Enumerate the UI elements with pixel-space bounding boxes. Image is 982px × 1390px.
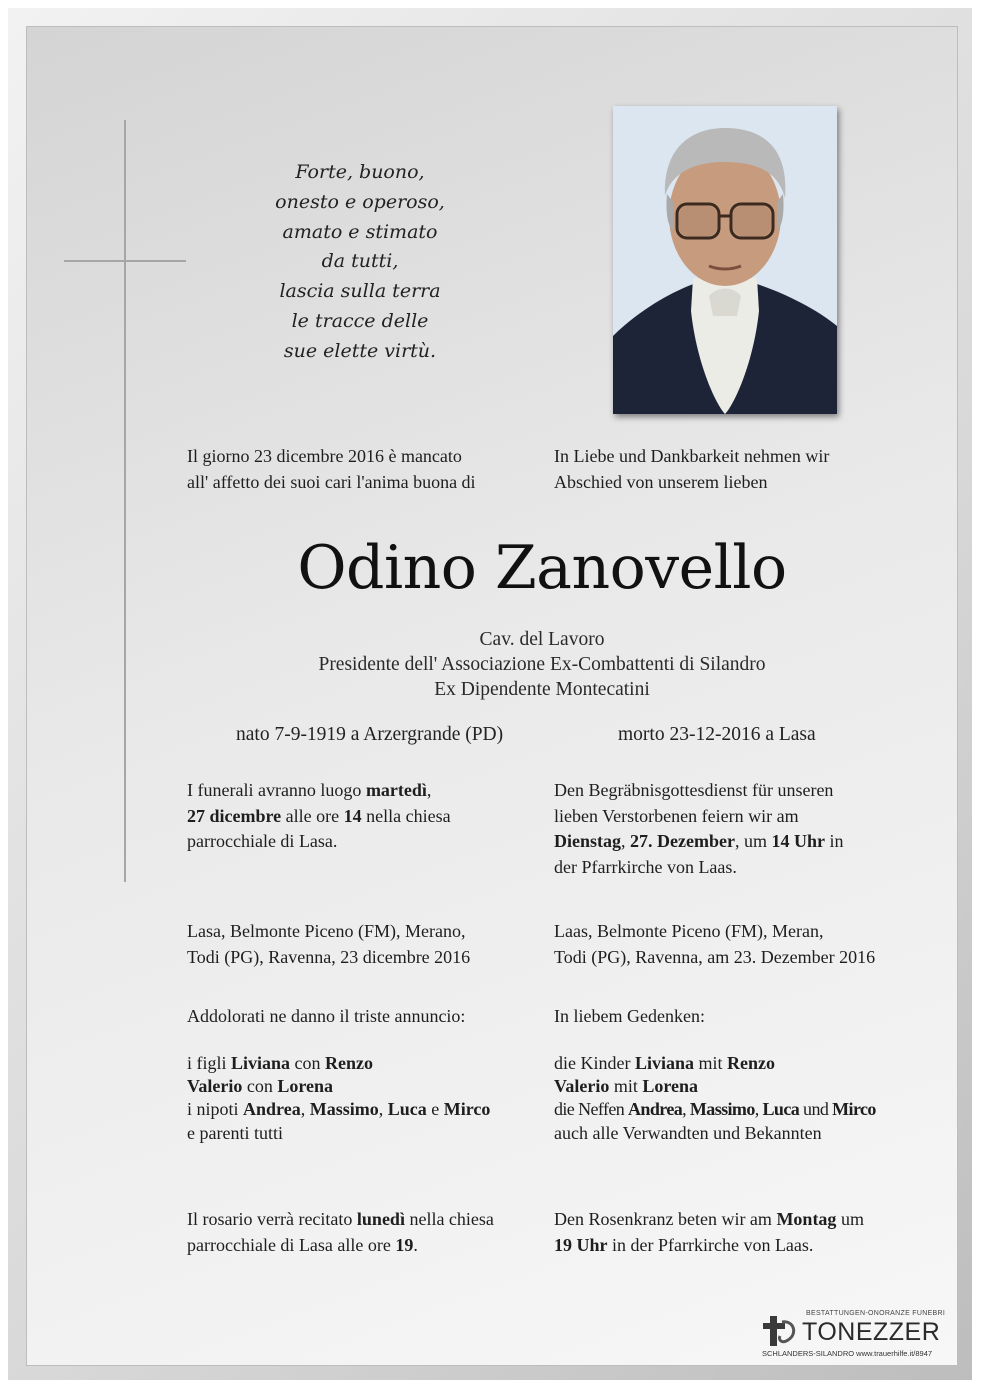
logo-name: TONEZZER (802, 1318, 941, 1346)
title-line: Ex Dipendente Montecatini (434, 679, 650, 700)
cross-logo-icon (762, 1314, 798, 1348)
cross-vertical-bar (124, 120, 126, 882)
family-italian: i figli Liviana con Renzo Valerio con Lorena i nipoti Andrea, Massimo, Luca e Mirco e parenti tutti (187, 1053, 491, 1143)
deceased-name: Odino Zanovello (297, 533, 787, 603)
memorial-poem (240, 158, 480, 367)
poem-line: lascia sulla terra (279, 280, 441, 303)
logo-tagline: BESTATTUNGEN-ONORANZE FUNEBRI (806, 1310, 946, 1317)
logo-address: SCHLANDERS-SILANDRO www.trauerhilfe.it/8947 (762, 1349, 933, 1358)
poem-line: le tracce delle (291, 309, 429, 332)
death-info: morto 23-12-2016 a Lasa (618, 724, 816, 745)
intro-german-line: Abschied von unserem lieben (554, 471, 768, 492)
intro-italian (187, 444, 476, 495)
title-line: Cav. del Lavoro (479, 629, 605, 650)
poem-line: sue elette virtù. (283, 339, 437, 362)
intro-italian-line: all' affetto dei suoi cari l'anima buona di (187, 471, 476, 492)
places-italian: Lasa, Belmonte Piceno (FM), Merano, Todi (PG), Ravenna, 23 dicembre 2016 (187, 921, 471, 967)
poem-line: Forte, buono, (295, 161, 425, 183)
deceased-titles (200, 627, 884, 702)
funeral-german: Den Begräbnisgottesdienst für unseren lieben Verstorbenen feiern wir am Dienstag, 27. Dezember, um 14 Uhr in der Pfarrkirche von Laas. (554, 780, 844, 877)
announce-german: In liebem Gedenken: (554, 1006, 705, 1026)
intro-german-line: In Liebe und Dankbarkeit nehmen wir (554, 446, 830, 466)
places-german: Laas, Belmonte Piceno (FM), Meran, Todi (PG), Ravenna, am 23. Dezember 2016 (554, 921, 876, 967)
family-german: die Kinder Liviana mit Renzo Valerio mit Lorena die Neffen Andrea, Massimo, Luca und Mirco auch alle Verwandten und Bekannten (554, 1053, 876, 1143)
intro-german (554, 444, 829, 495)
poem-line: onesto e operoso, (275, 190, 445, 213)
funeral-italian: I funerali avranno luogo martedì, 27 dicembre alle ore 14 nella chiesa parrocchiale di Lasa. (187, 780, 451, 851)
poem-line: amato e stimato (282, 220, 438, 243)
funeral-home-logo (762, 1308, 946, 1360)
portrait-photo (613, 106, 837, 414)
intro-italian-line: Il giorno 23 dicembre 2016 è mancato (187, 446, 462, 466)
announce-italian: Addolorati ne danno il triste annuncio: (187, 1006, 466, 1026)
cross-horizontal-bar (64, 260, 186, 262)
rosary-german: Den Rosenkranz beten wir am Montag um 19 Uhr in der Pfarrkirche von Laas. (554, 1209, 864, 1255)
birth-info: nato 7-9-1919 a Arzergrande (PD) (236, 724, 504, 745)
poem-line: da tutti, (321, 250, 399, 273)
rosary-italian: Il rosario verrà recitato lunedì nella chiesa parrocchiale di Lasa alle ore 19. (187, 1209, 494, 1255)
title-line: Presidente dell' Associazione Ex-Combattenti di Silandro (318, 654, 766, 675)
